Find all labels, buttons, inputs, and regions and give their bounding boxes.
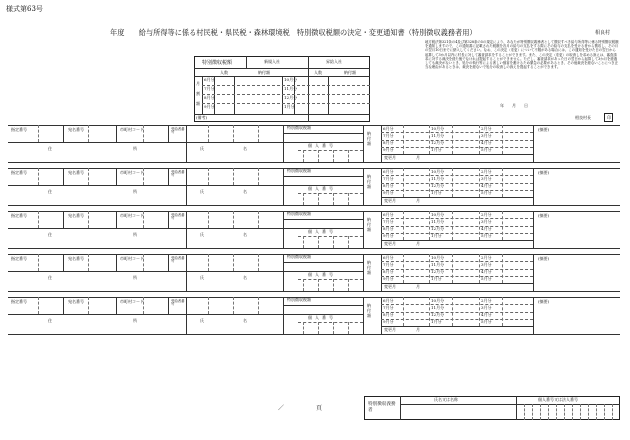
month-label: 11月分: [431, 304, 445, 310]
month-label: 10月分: [431, 211, 445, 217]
label-city-code: 市町村コード: [120, 213, 144, 218]
summary-sub-4: 納付額: [344, 70, 356, 75]
summary-title: 特別徴収税額: [202, 60, 233, 66]
label-designation-no: 指定番号: [11, 299, 27, 304]
label-individual-no: 個人番号: [308, 186, 336, 191]
label-month-unit: 月: [416, 155, 420, 160]
month-label: 10月分: [431, 254, 445, 260]
summary-month: 9月分: [204, 104, 215, 109]
month-label: 5月分: [481, 233, 492, 239]
month-label: 2月分: [481, 254, 492, 260]
month-label: 6月分: [383, 254, 394, 260]
label-name-2: 名: [243, 232, 247, 237]
label-name-2: 名: [243, 146, 247, 151]
label-tax-amount: 特別徴収税額: [287, 254, 311, 259]
label-recipient-no: 受給者番号: [171, 213, 185, 221]
month-label: 3月分: [481, 304, 492, 310]
label-month-unit: 月: [416, 284, 420, 289]
month-label: 5月分: [481, 276, 492, 282]
label-account-no: 宛名番号: [68, 170, 84, 175]
summary-month: 11月分: [284, 86, 298, 91]
month-label: 9月分: [383, 190, 394, 196]
summary-sub-2: 納付額: [258, 70, 270, 75]
issue-date: 年 月 日: [500, 103, 528, 108]
month-label: 1月分: [431, 233, 442, 239]
month-label: 6月分: [383, 168, 394, 174]
summary-month: 8月分: [204, 95, 215, 100]
label-remarks: (摘要): [538, 127, 550, 132]
label-pay-amount: 納付額: [367, 260, 371, 275]
month-label: 12月分: [431, 183, 445, 189]
employee-record: [8, 168, 620, 206]
month-label: 4月分: [481, 269, 492, 275]
month-label: 9月分: [383, 319, 394, 325]
month-label: 3月分: [481, 218, 492, 224]
mayor-label: 相良村長: [575, 115, 591, 120]
month-label: 8月分: [383, 183, 394, 189]
month-label: 1月分: [431, 319, 442, 325]
label-name-2: 名: [243, 189, 247, 194]
label-remarks: (摘要): [538, 299, 550, 304]
month-label: 11月分: [431, 218, 445, 224]
summary-rowlabel-2: 割: [196, 91, 200, 96]
seal-box: [604, 113, 613, 122]
page-separator: ／: [278, 405, 285, 412]
month-label: 8月分: [383, 140, 394, 146]
summary-month: 1月分: [284, 104, 295, 109]
label-address-2: 所: [133, 275, 137, 280]
month-label: 7月分: [383, 132, 394, 138]
month-label: 1月分: [431, 190, 442, 196]
month-label: 6月分: [383, 297, 394, 303]
month-label: 5月分: [481, 147, 492, 153]
label-name: 氏: [200, 232, 204, 237]
label-city-code: 市町村コード: [120, 127, 144, 132]
month-label: 6月分: [383, 211, 394, 217]
label-individual-no: 個人番号: [308, 315, 336, 320]
summary-month: 12月分: [284, 95, 298, 100]
label-pay-amount: 納付額: [367, 131, 371, 146]
month-label: 3月分: [481, 261, 492, 267]
label-address: 住: [48, 318, 52, 323]
label-name-2: 名: [243, 275, 247, 280]
page-label: 頁: [316, 405, 323, 412]
label-month-unit: 月: [416, 198, 420, 203]
month-label: 8月分: [383, 269, 394, 275]
label-tax-amount: 特別徴収税額: [287, 125, 311, 130]
month-label: 7月分: [383, 304, 394, 310]
label-name: 氏: [200, 146, 204, 151]
obligor-name-col: 氏名又は名称: [434, 397, 458, 402]
label-change-month: 変更月: [384, 284, 396, 289]
summary-sub-1: 人数: [220, 70, 228, 75]
summary-rowlabel-3: 額: [196, 101, 200, 106]
label-month-unit: 月: [416, 327, 420, 332]
page-title: 年度 給与所得等に係る村民税・県民税・森林環境税 特別徴収税額の決定・変更通知書（特別徴収義務者用）: [110, 28, 477, 37]
month-label: 5月分: [481, 190, 492, 196]
month-label: 4月分: [481, 183, 492, 189]
issuer-label: 相良村: [595, 30, 611, 36]
label-individual-no: 個人番号: [308, 143, 336, 148]
summary-group-2: 昇給入社: [326, 59, 342, 64]
label-recipient-no: 受給者番号: [171, 170, 185, 178]
label-remarks: (摘要): [538, 170, 550, 175]
month-label: 3月分: [481, 175, 492, 181]
label-change-month: 変更月: [384, 241, 396, 246]
month-label: 7月分: [383, 175, 394, 181]
month-label: 5月分: [481, 319, 492, 325]
month-label: 12月分: [431, 269, 445, 275]
label-pay-amount: 納付額: [367, 303, 371, 318]
summary-sub-3: 人数: [314, 70, 322, 75]
label-change-month: 変更月: [384, 198, 396, 203]
month-label: 2月分: [481, 297, 492, 303]
month-label: 10月分: [431, 125, 445, 131]
month-label: 2月分: [481, 168, 492, 174]
month-label: 9月分: [383, 276, 394, 282]
summary-month: 7月分: [204, 86, 215, 91]
seal-char: 印: [607, 115, 611, 120]
employee-record: [8, 211, 620, 249]
month-label: 12月分: [431, 312, 445, 318]
month-label: 12月分: [431, 226, 445, 232]
label-address: 住: [48, 232, 52, 237]
month-label: 8月分: [383, 312, 394, 318]
label-individual-no: 個人番号: [308, 272, 336, 277]
label-recipient-no: 受給者番号: [171, 299, 185, 307]
month-label: 9月分: [383, 147, 394, 153]
summary-month: 6月分: [204, 77, 215, 82]
label-tax-amount: 特別徴収税額: [287, 211, 311, 216]
summary-table: [194, 56, 370, 122]
label-change-month: 変更月: [384, 155, 396, 160]
month-label: 3月分: [481, 132, 492, 138]
month-label: 4月分: [481, 312, 492, 318]
month-label: 11月分: [431, 175, 445, 181]
label-tax-amount: 特別徴収税額: [287, 168, 311, 173]
month-label: 8月分: [383, 226, 394, 232]
label-account-no: 宛名番号: [68, 127, 84, 132]
month-label: 4月分: [481, 140, 492, 146]
label-account-no: 宛名番号: [68, 299, 84, 304]
label-account-no: 宛名番号: [68, 213, 84, 218]
label-designation-no: 指定番号: [11, 127, 27, 132]
label-address-2: 所: [133, 318, 137, 323]
label-name: 氏: [200, 318, 204, 323]
label-designation-no: 指定番号: [11, 170, 27, 175]
month-label: 1月分: [431, 147, 442, 153]
label-name: 氏: [200, 275, 204, 280]
month-label: 1月分: [431, 276, 442, 282]
label-recipient-no: 受給者番号: [171, 256, 185, 264]
label-name: 氏: [200, 189, 204, 194]
label-address: 住: [48, 275, 52, 280]
label-address-2: 所: [133, 146, 137, 151]
summary-rowlabel-1: 月: [196, 81, 200, 86]
label-remarks: (摘要): [538, 213, 550, 218]
obligor-table: [364, 396, 620, 420]
obligor-label: 特別徴収義務者: [368, 402, 396, 413]
label-address-2: 所: [133, 232, 137, 237]
month-label: 7月分: [383, 261, 394, 267]
label-individual-no: 個人番号: [308, 229, 336, 234]
summary-month: 10月分: [284, 77, 298, 82]
employee-record: [8, 125, 620, 163]
label-city-code: 市町村コード: [120, 170, 144, 175]
label-address-2: 所: [133, 189, 137, 194]
month-label: 4月分: [481, 226, 492, 232]
month-label: 11月分: [431, 132, 445, 138]
label-pay-amount: 納付額: [367, 174, 371, 189]
label-designation-no: 指定番号: [11, 256, 27, 261]
month-label: 12月分: [431, 140, 445, 146]
label-city-code: 市町村コード: [120, 256, 144, 261]
label-change-month: 変更月: [384, 327, 396, 332]
summary-group-1: 新規入社: [264, 59, 280, 64]
label-account-no: 宛名番号: [68, 256, 84, 261]
label-name-2: 名: [243, 318, 247, 323]
month-label: 7月分: [383, 218, 394, 224]
month-label: 2月分: [481, 125, 492, 131]
label-recipient-no: 受給者番号: [171, 127, 185, 135]
month-label: 10月分: [431, 168, 445, 174]
label-pay-amount: 納付額: [367, 217, 371, 232]
employee-record: [8, 254, 620, 292]
obligor-number-col: 個人番号又は法人番号: [538, 397, 578, 402]
label-remarks: (摘要): [538, 256, 550, 261]
form-number: 様式第63号: [6, 5, 43, 13]
month-label: 11月分: [431, 261, 445, 267]
month-label: 9月分: [383, 233, 394, 239]
label-tax-amount: 特別徴収税額: [287, 297, 311, 302]
employee-record: [8, 297, 620, 335]
month-label: 6月分: [383, 125, 394, 131]
label-month-unit: 月: [416, 241, 420, 246]
label-address: 住: [48, 189, 52, 194]
summary-remarks: (備考): [196, 115, 208, 120]
label-address: 住: [48, 146, 52, 151]
legal-notice: 地方税法第321条の4及び第328条の5の規定により、あなたが特別徴収義務者として徴収すべき給与所得等に係る特別徴収税額を通知しますので、この通知書に記載された税額を各月の給与の支払をする際にその給与の支払を受ける者から徴収し、その月の翌月10日までに納入してください。なお、この決定（変更）について不服がある場合には、この通知を受けた日の翌日から起算して3か月以内に村長に対して審査請求をすることができます。また、この決定（変更）の取消しを求める訴えは、審査請求に対する裁決を経た後でなければ提起することができません。ただし、審査請求があった日の翌日から起算して3か月を経過しても裁決がないとき、処分の執行等による著しい損害を避けるため緊急の必要があるとき、その他裁決を経ないことにつき正当な理由があるときは、裁決を経ないで処分の取消しの訴えを提起することができます。: [425, 40, 619, 70]
month-label: 10月分: [431, 297, 445, 303]
label-city-code: 市町村コード: [120, 299, 144, 304]
label-designation-no: 指定番号: [11, 213, 27, 218]
month-label: 2月分: [481, 211, 492, 217]
